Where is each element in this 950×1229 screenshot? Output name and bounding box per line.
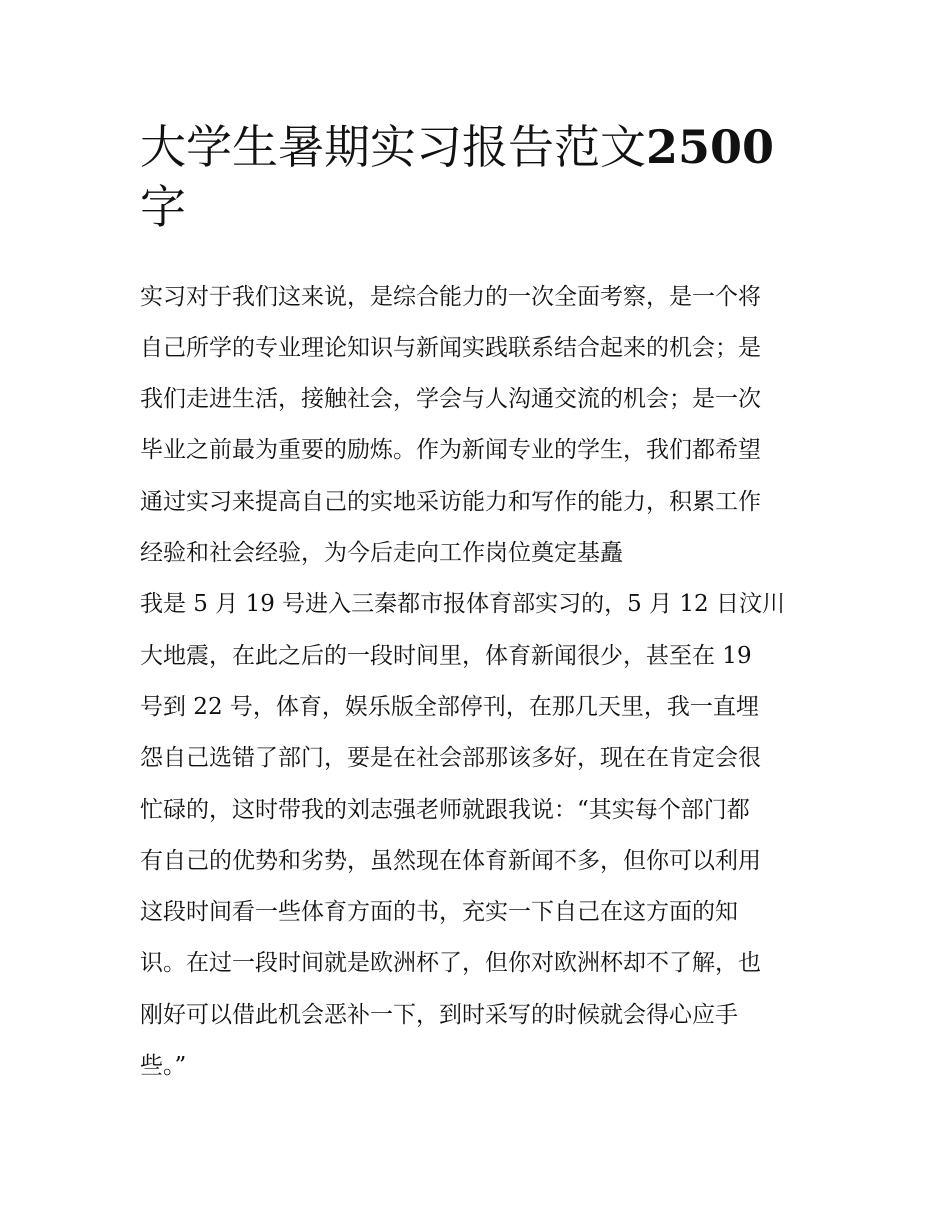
text-line: 有自己的优势和劣势，虽然现在体育新闻不多，但你可以利用 [140,847,761,874]
text-line: 号到 22 号，体育，娱乐版全部停刊，在那几天里，我一直埋 [140,693,759,720]
document-title [140,118,815,238]
text-line: 识。在过一段时间就是欧洲杯了，但你对欧洲杯却不了解，也 [140,950,761,977]
text-line: 大地震，在此之后的一段时间里，体育新闻很少，甚至在 19 [140,642,752,669]
text-line: 我是 5 月 19 号进入三秦都市报体育部实习的，5 月 12 日汶川 [140,591,785,618]
text-line: 实习对于我们这来说，是综合能力的一次全面考察，是一个将 [140,283,761,310]
text-line: 刚好可以借此机会恶补一下，到时采写的时候就会得心应手 [140,1001,738,1028]
text-line: 忙碌的，这时带我的刘志强老师就跟我说：“其实每个部门都 [140,796,750,823]
title-text: 大学生暑期实习报告范文 [140,120,646,174]
text-line: 怨自己选错了部门，要是在社会部那该多好，现在在肯定会很 [140,745,761,772]
text-line: 毕业之前最为重要的励炼。作为新闻专业的学生，我们都希望 [140,437,761,464]
text-line: 经验和社会经验，为今后走向工作岗位奠定基矗 [140,540,623,567]
text-line: 通过实习来提高自己的实地采访能力和写作的能力，积累工作 [140,488,761,515]
title-number: 2500 [646,120,775,174]
text-line: 这段时间看一些体育方面的书，充实一下自己在这方面的知 [140,899,738,926]
title-line-1 [140,118,815,178]
paragraph-2 [140,579,815,1092]
title-line-2: 字 [140,179,186,234]
text-line: 自己所学的专业理论知识与新闻实践联系结合起来的机会；是 [140,334,761,361]
text-line: 些。” [140,1053,187,1080]
paragraph-1 [140,272,815,580]
text-line: 我们走进生活，接触社会，学会与人沟通交流的机会；是一次 [140,386,761,413]
document-body [140,272,815,1093]
document-page [140,118,815,1092]
